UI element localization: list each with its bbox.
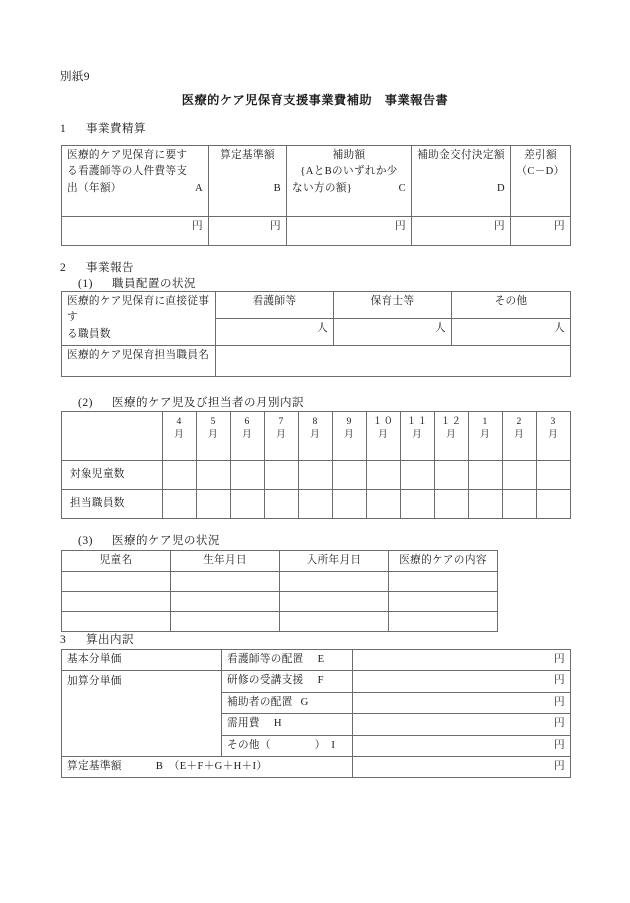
staffing-count-nurse[interactable]: 人 [216, 318, 334, 345]
staffing-category-nurse: 看護師等 [216, 292, 334, 319]
section-heading-2 [60, 259, 134, 275]
subsection-2-3-number: (3) [78, 535, 93, 547]
calc-item-tag-i: ） I [314, 739, 336, 751]
settlement-value-d[interactable]: 円 [412, 217, 511, 246]
subsection-heading-2-3 [78, 532, 220, 548]
calc-item-value-h[interactable]: 円 [353, 714, 571, 735]
month-header-11 [401, 412, 435, 461]
settlement-value-e[interactable]: 円 [511, 217, 571, 246]
subsection-heading-2-1 [78, 275, 196, 291]
month-unit-2: 月 [514, 428, 525, 440]
monthly-cell-children-10[interactable] [367, 461, 401, 490]
table-monthly-breakdown [61, 411, 571, 519]
subsection-heading-2-2 [78, 394, 304, 410]
monthly-cell-children-2[interactable] [503, 461, 537, 490]
monthly-cell-staff-10[interactable] [367, 490, 401, 519]
table-children-status [61, 550, 498, 632]
settlement-header-b [209, 146, 287, 217]
month-header-9 [333, 412, 367, 461]
children-header-name: 児童名 [62, 551, 171, 572]
monthly-row-label-staff: 担当職員数 [62, 490, 163, 519]
monthly-cell-staff-9[interactable] [333, 490, 367, 519]
monthly-cell-children-11[interactable] [401, 461, 435, 490]
table-row-header [62, 551, 498, 572]
calc-total-value[interactable]: 円 [353, 757, 571, 778]
calc-item-text-e: 看護師等の配置 [227, 654, 304, 665]
settlement-header-a-line2: る看護師等の人件費等支 [67, 166, 188, 178]
month-num-3: 3 [550, 416, 557, 427]
children-cell-name-3[interactable] [62, 612, 171, 632]
month-unit-6: 月 [242, 428, 253, 440]
settlement-header-d [412, 146, 511, 217]
calc-item-label-e [222, 650, 353, 671]
month-num-9: 9 [346, 416, 353, 427]
monthly-cell-children-1[interactable] [469, 461, 503, 490]
page-title: 医療的ケア児保育支援事業費補助 事業報告書 [181, 93, 449, 107]
settlement-tag-d: D [496, 182, 505, 194]
monthly-cell-staff-1[interactable] [469, 490, 503, 519]
staffing-category-childcare: 保育士等 [334, 292, 452, 319]
month-num-5: 5 [210, 416, 217, 427]
form-number: 別紙9 [60, 71, 90, 83]
month-unit-10: 月 [378, 428, 389, 440]
month-header-1 [469, 412, 503, 461]
month-unit-5: 月 [208, 428, 219, 440]
staffing-row2-label: 医療的ケア児保育担当職員名 [62, 346, 216, 377]
settlement-tag-c: C [398, 182, 406, 194]
calc-item-label-i [222, 735, 353, 756]
settlement-header-a-line1: 医療的ケア児保育に要す [67, 150, 188, 161]
table-row [62, 461, 571, 490]
calc-total-text: 算定基準額 [67, 761, 122, 773]
section-1-number: 1 [60, 123, 67, 135]
subsection-2-1-number: (1) [78, 278, 93, 290]
children-cell-birthdate-1[interactable] [171, 572, 280, 592]
monthly-row-label-children: 対象児童数 [62, 461, 163, 490]
children-cell-birthdate-2[interactable] [171, 592, 280, 612]
month-header-10 [367, 412, 401, 461]
calc-group-basic: 基本分単価 [62, 650, 222, 671]
calc-item-text-g: 補助者の配置 [227, 696, 293, 708]
staffing-row1-label [62, 292, 216, 346]
children-cell-admission-3[interactable] [280, 612, 389, 632]
monthly-cell-children-6[interactable] [231, 461, 265, 490]
table-row-header [62, 146, 571, 217]
settlement-tag-b: B [273, 182, 281, 194]
staffing-count-childcare[interactable]: 人 [334, 318, 452, 345]
month-num-8: 8 [312, 416, 319, 427]
monthly-cell-staff-3[interactable] [537, 490, 571, 519]
calc-total-label [62, 757, 353, 778]
settlement-header-e-line1: 差引額 [524, 150, 557, 161]
month-unit-1: 月 [480, 428, 491, 440]
subsection-2-1-label: 職員配置の状況 [112, 278, 196, 290]
section-1-label: 事業費精算 [86, 123, 146, 135]
staffing-row1-label-line2: る職員数 [67, 328, 111, 340]
settlement-value-b[interactable]: 円 [209, 217, 287, 246]
month-num-11: １１ [406, 416, 429, 427]
calc-item-tag-f: F [317, 675, 324, 687]
settlement-header-d-line1: 補助金交付決定額 [417, 150, 505, 161]
monthly-cell-children-4[interactable] [163, 461, 197, 490]
monthly-cell-staff-12[interactable] [435, 490, 469, 519]
calc-item-value-f[interactable]: 円 [353, 671, 571, 692]
month-header-6 [231, 412, 265, 461]
monthly-corner-cell [62, 412, 163, 461]
month-unit-11: 月 [412, 428, 423, 440]
monthly-cell-staff-7[interactable] [265, 490, 299, 519]
month-unit-9: 月 [344, 428, 355, 440]
settlement-header-c [287, 146, 412, 217]
table-row [62, 757, 571, 778]
section-3-label: 算出内訳 [86, 634, 134, 646]
settlement-value-c[interactable]: 円 [287, 217, 412, 246]
staffing-count-other[interactable]: 人 [452, 318, 571, 345]
staffing-row2-value[interactable] [216, 346, 571, 377]
monthly-cell-children-8[interactable] [299, 461, 333, 490]
children-cell-admission-1[interactable] [280, 572, 389, 592]
settlement-header-b-line1: 算定基準額 [220, 150, 275, 161]
calc-item-value-i[interactable]: 円 [353, 735, 571, 756]
calc-item-tag-e: E [317, 654, 325, 665]
table-calculation-breakdown [61, 649, 571, 778]
month-header-12 [435, 412, 469, 461]
settlement-header-a-line3: 出（年額） [67, 182, 122, 194]
table-row [62, 490, 571, 519]
section-2-number: 2 [60, 262, 67, 274]
month-unit-7: 月 [276, 428, 287, 440]
month-header-2 [503, 412, 537, 461]
calc-item-text-h: 需用費 [227, 718, 260, 730]
table-staffing [61, 291, 571, 377]
subsection-2-2-label: 医療的ケア児及び担当者の月別内訳 [112, 397, 304, 409]
children-cell-care-3[interactable] [389, 612, 498, 632]
calc-item-value-e[interactable]: 円 [353, 650, 571, 671]
monthly-cell-children-7[interactable] [265, 461, 299, 490]
table-row [62, 572, 498, 592]
calc-item-label-g [222, 692, 353, 713]
settlement-value-a[interactable]: 円 [62, 217, 209, 246]
month-unit-3: 月 [548, 428, 559, 440]
month-num-6: 6 [244, 416, 251, 427]
children-header-admission: 入所年月日 [280, 551, 389, 572]
calc-total-formula: B （E＋F＋G＋H＋I） [155, 761, 268, 773]
children-header-birthdate: 生年月日 [171, 551, 280, 572]
calc-item-tag-h: H [273, 718, 282, 730]
table-row [62, 592, 498, 612]
children-cell-name-1[interactable] [62, 572, 171, 592]
month-num-7: 7 [278, 416, 285, 427]
children-cell-name-2[interactable] [62, 592, 171, 612]
table-row-header [62, 412, 571, 461]
calc-group-addition: 加算分単価 [62, 671, 222, 757]
month-unit-12: 月 [446, 428, 457, 440]
staffing-category-other: その他 [452, 292, 571, 319]
monthly-cell-staff-2[interactable] [503, 490, 537, 519]
month-unit-8: 月 [310, 428, 321, 440]
section-2-label: 事業報告 [86, 262, 134, 274]
table-row [62, 671, 571, 692]
section-3-number: 3 [60, 634, 67, 646]
monthly-cell-children-5[interactable] [197, 461, 231, 490]
settlement-header-c-line1: 補助額 [332, 150, 366, 161]
table-row-header [62, 292, 571, 319]
table-row [62, 346, 571, 377]
calc-item-text-f: 研修の受講支援 [227, 675, 304, 687]
staffing-row1-label-line1: 医療的ケア児保育に直接従事す [67, 296, 210, 324]
calc-item-text-i: その他（ [227, 739, 271, 751]
children-cell-care-2[interactable] [389, 592, 498, 612]
calc-item-label-f [222, 671, 353, 692]
month-num-10: １０ [372, 416, 395, 427]
month-header-3 [537, 412, 571, 461]
month-num-2: 2 [516, 416, 523, 427]
children-cell-birthdate-3[interactable] [171, 612, 280, 632]
month-header-8 [299, 412, 333, 461]
section-heading-3 [60, 631, 134, 647]
section-heading-1 [60, 120, 146, 136]
settlement-header-e-line2: （C－D） [516, 166, 565, 178]
calc-item-label-h [222, 714, 353, 735]
table-row [62, 612, 498, 632]
monthly-cell-staff-6[interactable] [231, 490, 265, 519]
month-header-4 [163, 412, 197, 461]
monthly-cell-staff-11[interactable] [401, 490, 435, 519]
month-num-4: 4 [176, 416, 183, 427]
subsection-2-2-number: (2) [78, 397, 93, 409]
monthly-cell-staff-8[interactable] [299, 490, 333, 519]
table-settlement [61, 145, 571, 246]
monthly-cell-staff-5[interactable] [197, 490, 231, 519]
month-header-5 [197, 412, 231, 461]
children-cell-admission-2[interactable] [280, 592, 389, 612]
settlement-header-c-line3: ない方の額} [292, 182, 353, 194]
subsection-2-3-label: 医療的ケア児の状況 [112, 535, 220, 547]
settlement-header-c-line2: {AとBのいずれか少 [300, 166, 398, 178]
settlement-tag-a: A [194, 182, 203, 194]
table-row [62, 217, 571, 246]
calc-item-tag-g: G [300, 696, 309, 708]
table-row [62, 650, 571, 671]
children-cell-care-1[interactable] [389, 572, 498, 592]
month-header-7 [265, 412, 299, 461]
settlement-header-e [511, 146, 571, 217]
settlement-header-a [62, 146, 209, 217]
monthly-cell-children-12[interactable] [435, 461, 469, 490]
month-unit-4: 月 [174, 428, 185, 440]
month-num-12: １２ [440, 416, 463, 427]
children-header-care: 医療的ケアの内容 [389, 551, 498, 572]
monthly-cell-staff-4[interactable] [163, 490, 197, 519]
monthly-cell-children-9[interactable] [333, 461, 367, 490]
calc-item-value-g[interactable]: 円 [353, 692, 571, 713]
monthly-cell-children-3[interactable] [537, 461, 571, 490]
month-num-1: 1 [482, 416, 489, 427]
